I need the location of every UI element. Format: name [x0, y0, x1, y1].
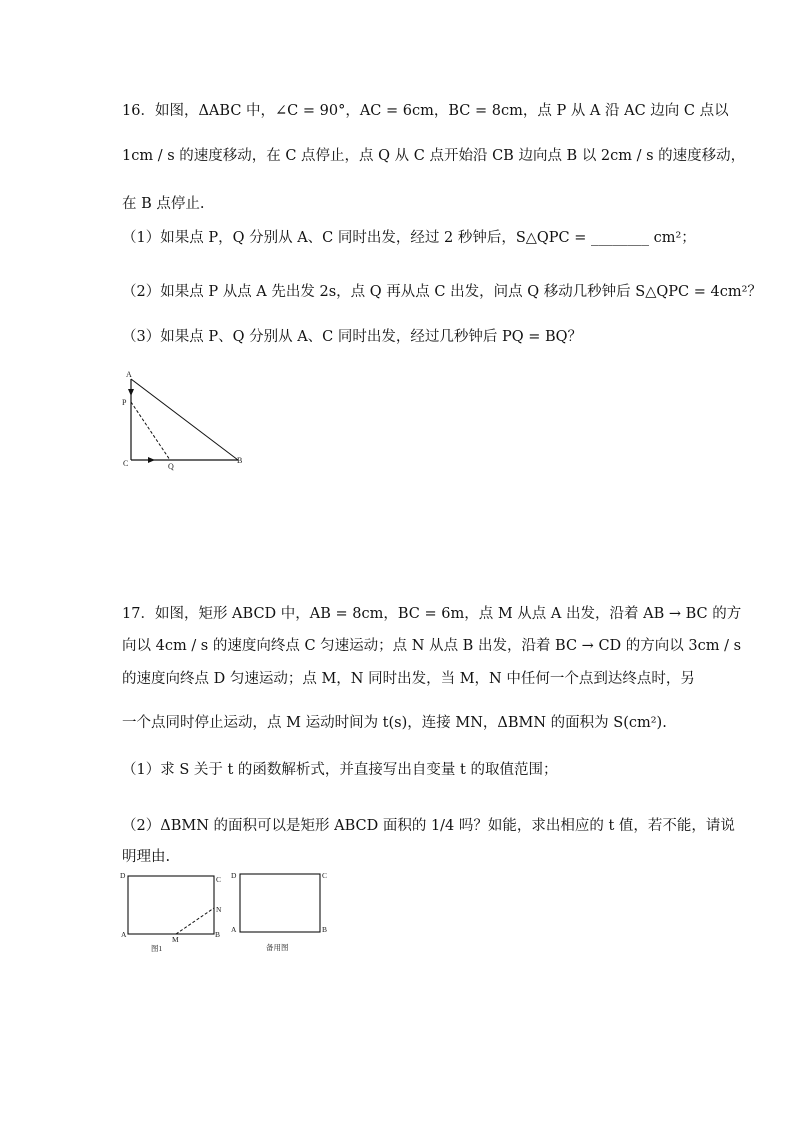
p17-fig1-label-m: M — [172, 935, 179, 944]
p17-fig1-label-a: A — [121, 930, 127, 939]
p17-fig2-label-c: C — [322, 871, 328, 880]
p17-fig1-label-d: D — [120, 871, 126, 880]
p17-line-1: 17．如图，矩形 ABCD 中，AB = 8cm，BC = 6m，点 M 从点 A 出发，沿着 AB → BC 的方 — [122, 606, 742, 622]
p16-question-1: （1）如果点 P，Q 分别从 A、C 同时出发，经过 2 秒钟后，S△QPC = ________ cm²； — [122, 230, 696, 246]
p16-line-1: 16．如图，ΔABC 中，∠C = 90°，AC = 6cm，BC = 8cm，点 P 从 A 沿 AC 边向 C 点以 — [122, 103, 729, 119]
p17-question-1: （1）求 S 关于 t 的函数解析式，并直接写出自变量 t 的取值范围； — [122, 762, 558, 778]
p17-rectangle-figure-2 — [228, 866, 338, 956]
p17-fig1-caption: 图1 — [151, 944, 163, 953]
p16-line-3: 在 B 点停止. — [122, 196, 205, 212]
p17-question-2-cont: 明理由. — [122, 849, 171, 865]
p17-fig2-label-a: A — [231, 925, 237, 934]
p16-label-p: P — [122, 398, 127, 407]
p16-line-2: 1cm / s 的速度移动，在 C 点停止，点 Q 从 C 点开始沿 CB 边向点 B 以 2cm / s 的速度移动， — [122, 148, 746, 164]
p17-line-3: 的速度向终点 D 匀速运动；点 M，N 同时出发，当 M，N 中任何一个点到达终点时，另 — [122, 671, 695, 687]
p17-fig2-label-b: B — [322, 925, 328, 934]
p16-label-b: B — [237, 456, 243, 465]
p16-question-3: （3）如果点 P、Q 分别从 A、C 同时出发，经过几秒钟后 PQ = BQ？ — [122, 329, 583, 345]
p16-label-c: C — [123, 459, 129, 468]
p17-fig1-label-c: C — [216, 875, 222, 884]
p16-triangle-figure — [118, 365, 258, 475]
p17-question-2: （2）ΔBMN 的面积可以是矩形 ABCD 面积的 1/4 吗？如能，求出相应的 t 值，若不能，请说 — [122, 818, 735, 834]
p17-fig1-label-b: B — [215, 930, 221, 939]
p17-rectangle-figure-1 — [118, 866, 228, 956]
p17-fig1-label-n: N — [216, 905, 222, 914]
p17-fig2-caption: 备用图 — [266, 943, 289, 952]
p17-fig2-label-d: D — [231, 871, 237, 880]
p17-line-2: 向以 4cm / s 的速度向终点 C 匀速运动；点 N 从点 B 出发，沿着 BC → CD 的方向以 3cm / s — [122, 638, 742, 654]
p16-label-a: A — [126, 370, 132, 379]
p16-label-q: Q — [168, 462, 174, 471]
p16-question-2: （2）如果点 P 从点 A 先出发 2s，点 Q 再从点 C 出发，问点 Q 移动几秒钟后 S△QPC = 4cm²？ — [122, 284, 762, 300]
p17-line-4: 一个点同时停止运动，点 M 运动时间为 t(s)，连接 MN，ΔBMN 的面积为 S(cm²). — [122, 715, 667, 731]
